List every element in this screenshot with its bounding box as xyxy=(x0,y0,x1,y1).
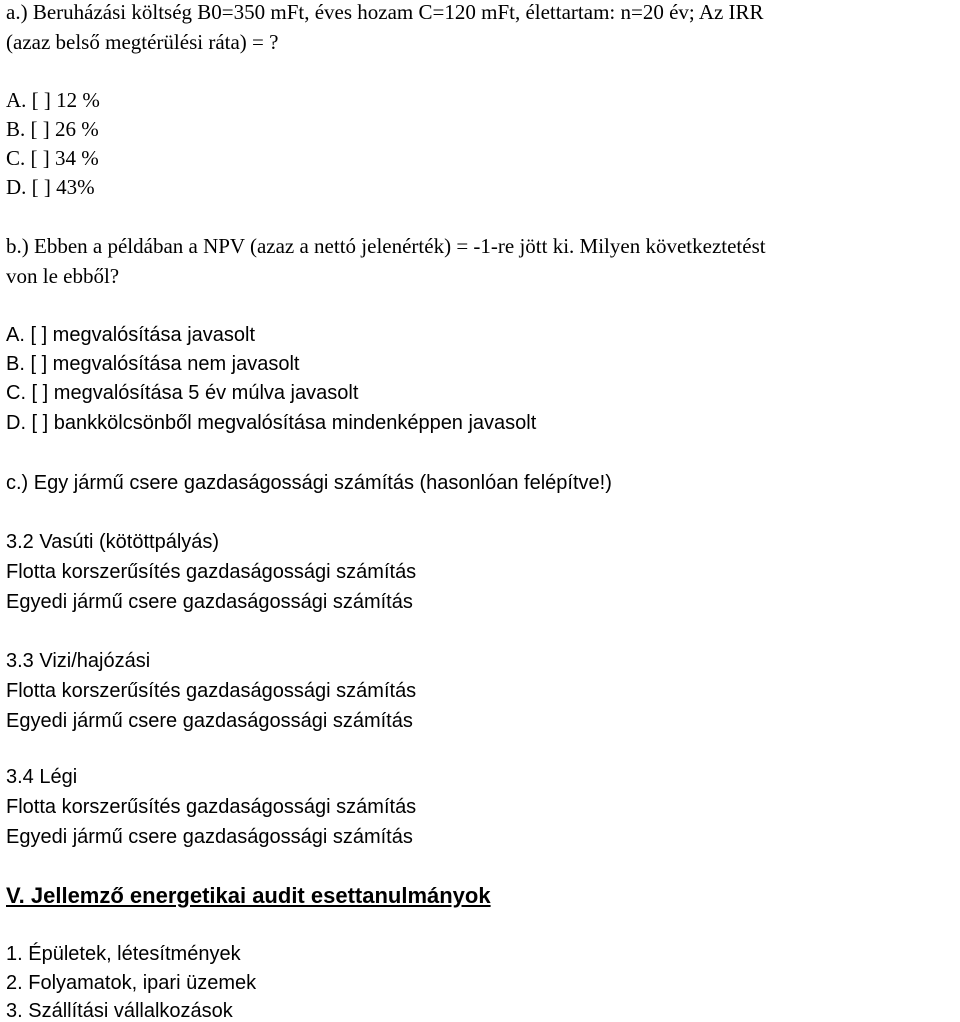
section-32-title: 3.2 Vasúti (kötöttpályás) xyxy=(6,531,220,553)
section-33-line2: Egyedi jármű csere gazdaságossági számítás xyxy=(6,710,413,732)
question-b-line2: von le ebből? xyxy=(6,264,120,288)
question-b-option-b: B. [ ] megvalósítása nem javasolt xyxy=(6,353,300,375)
question-a-line2: (azaz belső megtérülési ráta) = ? xyxy=(6,30,279,54)
section-32-line2: Egyedi jármű csere gazdaságossági számítás xyxy=(6,591,413,613)
question-a-option-a: A. [ ] 12 % xyxy=(6,88,100,112)
section-34-line2: Egyedi jármű csere gazdaságossági számítás xyxy=(6,826,413,848)
section-34-title: 3.4 Légi xyxy=(6,766,78,788)
section-32-line1: Flotta korszerűsítés gazdaságossági számítás xyxy=(6,561,417,583)
question-b-option-a: A. [ ] megvalósítása javasolt xyxy=(6,324,256,346)
chapter-v-item-2: 2. Folyamatok, ipari üzemek xyxy=(6,972,257,994)
section-33-title: 3.3 Vizi/hajózási xyxy=(6,650,151,672)
question-b-option-d: D. [ ] bankkölcsönből megvalósítása mindenképpen javasolt xyxy=(6,412,537,434)
section-34-line1: Flotta korszerűsítés gazdaságossági számítás xyxy=(6,796,417,818)
question-a-option-d: D. [ ] 43% xyxy=(6,175,95,199)
section-33-line1: Flotta korszerűsítés gazdaságossági számítás xyxy=(6,680,417,702)
chapter-v-heading: V. Jellemző energetikai audit esettanulmányok xyxy=(6,883,491,908)
question-a-option-b: B. [ ] 26 % xyxy=(6,117,99,141)
chapter-v-item-3: 3. Szállítási vállalkozások xyxy=(6,1000,233,1022)
question-a-line1: a.) Beruházási költség B0=350 mFt, éves hozam C=120 mFt, élettartam: n=20 év; Az IRR xyxy=(6,0,764,24)
chapter-v-item-1: 1. Épületek, létesítmények xyxy=(6,943,241,965)
question-a-option-c: C. [ ] 34 % xyxy=(6,146,99,170)
question-b-line1: b.) Ebben a példában a NPV (azaz a nettó jelenérték) = -1-re jött ki. Milyen következtetést xyxy=(6,234,766,258)
question-c: c.) Egy jármű csere gazdaságossági számítás (hasonlóan felépítve!) xyxy=(6,472,612,494)
question-b-option-c: C. [ ] megvalósítása 5 év múlva javasolt xyxy=(6,382,359,404)
